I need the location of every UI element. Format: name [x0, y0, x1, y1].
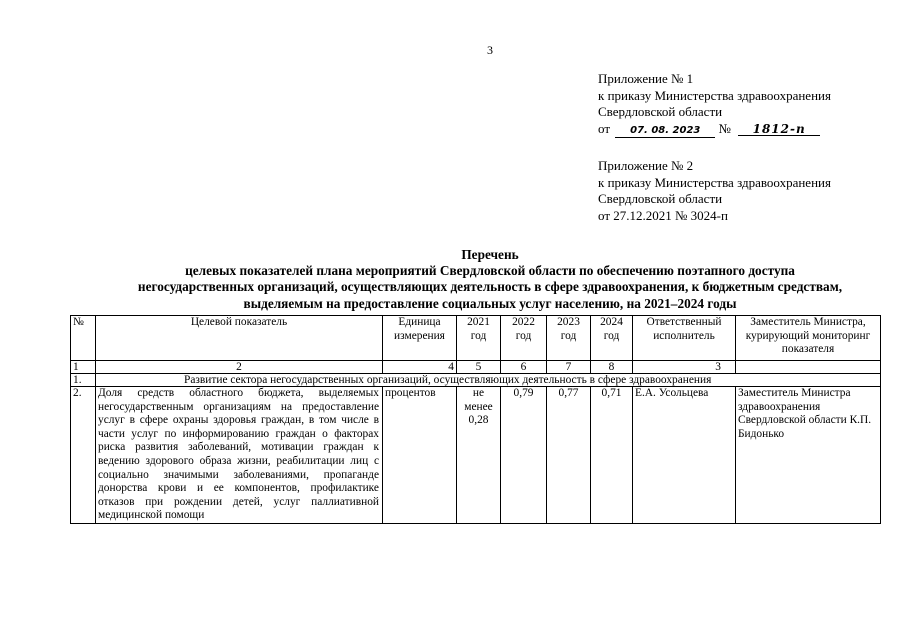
appendix-2-block	[598, 158, 831, 224]
row-unit: процентов	[383, 387, 457, 524]
table-row	[71, 387, 881, 524]
table-header-row	[71, 316, 881, 361]
colnum-cell: 5	[457, 361, 501, 374]
header-2023: 2023 год	[547, 316, 591, 361]
appendix-2-date-line: от 27.12.2021 № 3024-п	[598, 207, 728, 223]
header-responsible: Ответственный исполнитель	[633, 316, 736, 361]
row-deputy: Заместитель Министра здравоохранения Свердловской области К.П. Бидонько	[736, 387, 881, 524]
appendix-2-region-line: Свердловской области	[598, 191, 723, 206]
indicators-table	[70, 315, 881, 524]
colnum-cell: 6	[501, 361, 547, 374]
header-unit: Единица измерения	[383, 316, 457, 361]
colnum-cell: 7	[547, 361, 591, 374]
date-prefix: от	[598, 120, 611, 136]
row-responsible: Е.А. Усольцева	[633, 387, 736, 524]
title-line-1: Перечень	[461, 247, 519, 262]
header-2022: 2022 год	[501, 316, 547, 361]
colnum-cell: 2	[96, 361, 383, 374]
row-2024: 0,71	[591, 387, 633, 524]
colnum-cell	[736, 361, 881, 374]
colnum-cell: 8	[591, 361, 633, 374]
row-2021: не менее 0,28	[457, 387, 501, 524]
section-row	[71, 374, 881, 387]
row-2023: 0,77	[547, 387, 591, 524]
section-title: Развитие сектора негосударственных организаций, осуществляющих деятельность в сфере здравоохранения	[96, 374, 881, 387]
appendix-1-order-line: к приказу Министерства здравоохранения	[598, 87, 831, 103]
appendix-2-order-line: к приказу Министерства здравоохранения	[598, 174, 831, 190]
section-num: 1.	[71, 374, 96, 387]
title-line-3: негосударственных организаций, осуществляющих деятельность в сфере здравоохранения, к бюджетным средствам,	[137, 279, 843, 295]
title-line-4: выделяемым на предоставление социальных услуг населению, на 2021–2024 годы	[243, 295, 737, 311]
appendix-1-title: Приложение № 1	[598, 71, 694, 86]
header-deputy: Заместитель Министра, курирующий мониторинг показателя	[736, 316, 881, 361]
appendix-1-block	[598, 71, 831, 138]
header-indicator: Целевой показатель	[96, 316, 383, 361]
appendix-2-title: Приложение № 2	[598, 158, 694, 173]
header-num: №	[71, 316, 96, 361]
appendix-1-date-number-line	[598, 121, 831, 138]
number-prefix: №	[718, 120, 731, 136]
row-num: 2.	[71, 387, 96, 524]
document-title	[60, 247, 905, 312]
page-number: 3	[487, 43, 493, 57]
header-2024: 2024 год	[591, 316, 633, 361]
handwritten-number: 1812-п	[738, 123, 820, 136]
column-numbers-row	[71, 361, 881, 374]
row-indicator: Доля средств областного бюджета, выделяемых негосударственным организациям на предоставление услуг в сфере охраны здоровья граждан, в том числе в части услуг по информированию граждан о факторах риска развития заболеваний, мотивации граждан к ведению здорового образа жизни, реабилитации лиц с социально значимыми заболеваниями, пропаганде донорства крови и ее компонентов, профилактике отказов при рождении детей, услуг паллиативной медицинской помощи	[96, 387, 383, 524]
title-line-2: целевых показателей плана мероприятий Свердловской области по обеспечению поэтапного доступа	[185, 263, 795, 279]
colnum-cell: 3	[633, 361, 736, 374]
colnum-cell: 4	[383, 361, 457, 374]
header-2021: 2021 год	[457, 316, 501, 361]
row-2022: 0,79	[501, 387, 547, 524]
appendix-1-region-line: Свердловской области	[598, 104, 723, 119]
colnum-cell: 1	[71, 361, 96, 374]
handwritten-date: 07. 08. 2023	[615, 125, 715, 138]
